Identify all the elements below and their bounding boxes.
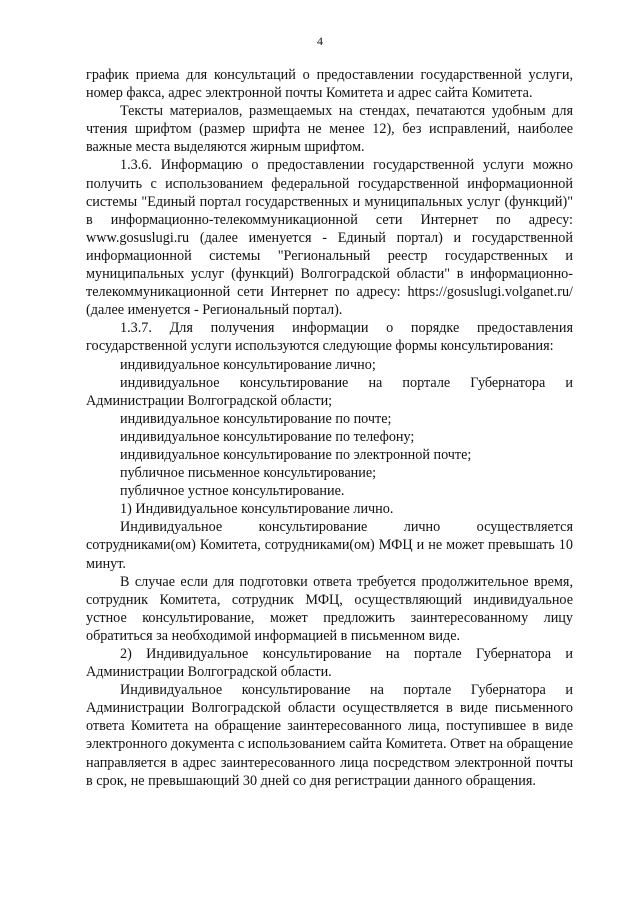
list-item: публичное устное консультирование. [120, 483, 345, 500]
paragraph: Тексты материалов, размещаемых на стендах, печатаются удобным для чтения шрифтом (размер шрифта не менее 12), без исправлений, наиболее важные места выделяются жирным шрифтом. [86, 103, 573, 156]
list-item: 1) Индивидуальное консультирование лично. [120, 501, 394, 518]
list-item: индивидуальное консультирование лично; [120, 356, 376, 373]
paragraph: 1.3.7. Для получения информации о порядке предоставления государственной услуги используются следующие формы консультирования: [86, 320, 573, 355]
paragraph: В случае если для подготовки ответа требуется продолжительное время, сотрудник Комитета, сотрудник МФЦ, осуществляющий индивидуальное устное консультирование, может предложить заинтересованному лицу обратиться за необходимой информацией в письменном виде. [86, 573, 573, 644]
paragraph: 1.3.6. Информацию о предоставлении государственной услуги можно получить с использованием федеральной государственной информационной системы "Единый портал государственных и муниципальных услуг (функций)" в информационно-телекоммуникационной сети Интернет по адресу: www.gosuslugi.ru (далее именуется - Единый портал) и государственной информационной системы "Региональный реестр государственных и муниципальных услуг (функций) Волгоградской области" в информационно-телекоммуникационной сети Интернет по адресу: https://gosuslugi.volganet.ru/ (далее именуется - Региональный портал). [86, 157, 573, 319]
document-body [86, 66, 573, 790]
paragraph: индивидуальное консультирование на портале Губернатора и Администрации Волгоградской области; [86, 374, 573, 409]
page-number: 4 [317, 34, 323, 48]
list-item: индивидуальное консультирование по почте; [120, 410, 392, 427]
list-item: публичное письменное консультирование; [120, 465, 377, 482]
paragraph: Индивидуальное консультирование лично осуществляется сотрудниками(ом) Комитета, сотрудниками(ом) МФЦ и не может превышать 10 минут. [86, 519, 573, 572]
list-item: индивидуальное консультирование по электронной почте; [120, 446, 472, 463]
list-item: индивидуальное консультирование по телефону; [120, 428, 415, 445]
paragraph: график приема для консультаций о предоставлении государственной услуги, номер факса, адрес электронной почты Комитета и адрес сайта Комитета. [86, 67, 573, 102]
paragraph: 2) Индивидуальное консультирование на портале Губернатора и Администрации Волгоградской области. [86, 646, 573, 681]
paragraph: Индивидуальное консультирование на портале Губернатора и Администрации Волгоградской области осуществляется в виде письменного ответа Комитета на обращение заинтересованного лица, поступившее в виде электронного документа с использованием сайта Комитета. Ответ на обращение направляется в адрес заинтересованного лица посредством электронной почты в срок, не превышающий 30 дней со дня регистрации данного обращения. [86, 682, 574, 789]
